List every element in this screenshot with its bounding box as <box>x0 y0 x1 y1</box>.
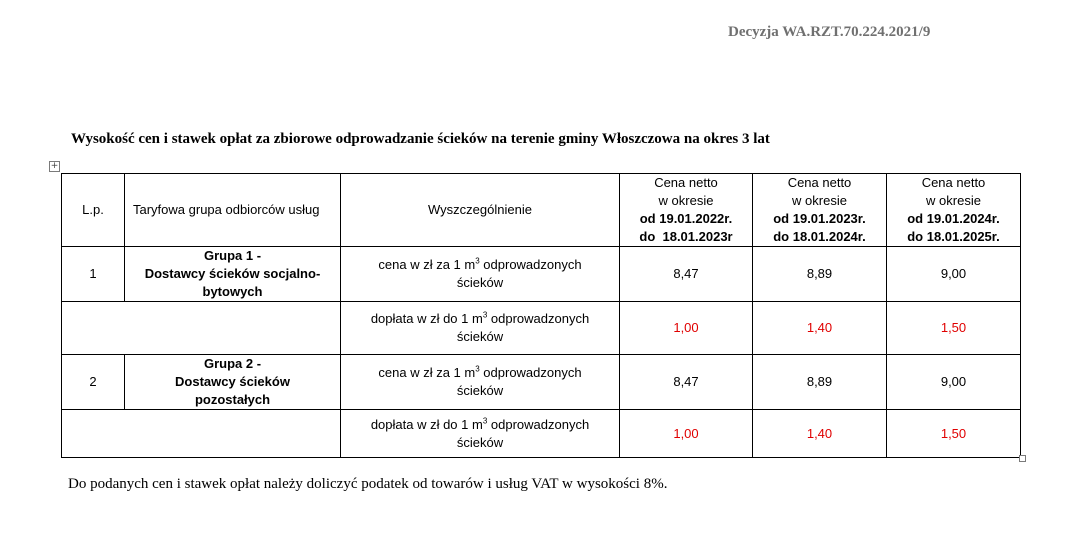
column-header-spec: Wyszczególnienie <box>341 174 620 247</box>
price-label <box>341 355 620 410</box>
resize-handle-icon[interactable] <box>1019 455 1026 462</box>
period-1-line-4: do 18.01.2023r <box>639 229 733 244</box>
period-1-line-1: Cena netto <box>654 175 718 190</box>
move-cross-icon[interactable]: + <box>50 161 59 171</box>
tariff-table <box>61 173 1021 458</box>
price-value: 8,89 <box>753 355 887 410</box>
table-header-row <box>62 174 1021 247</box>
table-row <box>62 355 1021 410</box>
table-row <box>62 247 1021 302</box>
column-header-period-3 <box>887 174 1021 247</box>
group-name-line-2: Dostawcy ścieków <box>175 374 290 389</box>
surcharge-label-line-2: ścieków <box>456 329 504 344</box>
price-label-line-2: ścieków <box>456 275 504 290</box>
period-2-line-4: do 18.01.2024r. <box>773 229 866 244</box>
column-header-group: Taryfowa grupa odbiorców usług <box>125 174 341 247</box>
group-name-line-3: bytowych <box>202 284 263 299</box>
group-name <box>125 355 341 410</box>
price-label-text-b: odprowadzonych <box>479 365 582 380</box>
cubic-superscript: 3 <box>475 256 480 266</box>
surcharge-value: 1,40 <box>753 410 887 458</box>
surcharge-value: 1,40 <box>753 302 887 355</box>
price-value: 8,89 <box>753 247 887 302</box>
cubic-superscript: 3 <box>475 364 480 374</box>
decision-reference: Decyzja WA.RZT.70.224.2021/9 <box>728 24 931 40</box>
column-header-period-2 <box>753 174 887 247</box>
surcharge-value: 1,00 <box>620 302 753 355</box>
row-lp: 1 <box>62 247 125 302</box>
surcharge-label-line-2: ścieków <box>456 434 504 450</box>
row-lp: 2 <box>62 355 125 410</box>
empty-cell <box>62 410 341 458</box>
column-header-lp: L.p. <box>62 174 125 247</box>
price-label-line-2: ścieków <box>456 383 504 398</box>
period-2-line-2: w okresie <box>792 193 847 208</box>
price-value: 8,47 <box>620 355 753 410</box>
group-name-line-2: Dostawcy ścieków socjalno- <box>144 266 321 281</box>
table-row <box>62 302 1021 355</box>
price-label <box>341 247 620 302</box>
period-3-line-1: Cena netto <box>921 175 986 190</box>
document-title: Wysokość cen i stawek opłat za zbiorowe odprowadzanie ścieków na terenie gminy Włoszczowa na okres 3 lat <box>71 131 770 147</box>
surcharge-label-text: dopłata w zł do 1 m <box>370 311 483 326</box>
price-label-text: cena w zł za 1 m <box>378 257 476 272</box>
period-2-line-1: Cena netto <box>787 175 852 190</box>
vat-note: Do podanych cen i stawek opłat należy doliczyć podatek od towarów i usług VAT w wysokości 8%. <box>68 476 668 492</box>
table-row <box>62 410 1021 458</box>
group-name-line-1: Grupa 2 - <box>203 356 262 371</box>
empty-cell <box>62 302 341 355</box>
surcharge-value: 1,50 <box>887 410 1021 458</box>
period-3-line-4: do 18.01.2025r. <box>907 229 1000 244</box>
group-name-line-1: Grupa 1 - <box>203 248 262 263</box>
period-2-line-3: od 19.01.2023r. <box>773 211 866 226</box>
price-value: 9,00 <box>887 355 1021 410</box>
cubic-superscript: 3 <box>482 310 488 320</box>
surcharge-value: 1,50 <box>887 302 1021 355</box>
period-3-line-3: od 19.01.2024r. <box>907 211 1000 226</box>
price-value: 9,00 <box>887 247 1021 302</box>
surcharge-value: 1,00 <box>620 410 753 458</box>
price-label-text-b: odprowadzonych <box>479 257 582 272</box>
period-1-line-3: od 19.01.2022r. <box>639 211 733 226</box>
group-name-line-3: pozostałych <box>194 392 271 407</box>
cubic-superscript: 3 <box>482 416 488 426</box>
column-header-period-1 <box>620 174 753 247</box>
surcharge-label-text: dopłata w zł do 1 m <box>370 416 483 432</box>
surcharge-label <box>341 410 620 458</box>
surcharge-label-text-b: odprowadzonych <box>487 311 590 326</box>
surcharge-label <box>341 302 620 355</box>
price-value: 8,47 <box>620 247 753 302</box>
period-3-line-2: w okresie <box>926 193 981 208</box>
price-label-text: cena w zł za 1 m <box>378 365 476 380</box>
group-name <box>125 247 341 302</box>
period-1-line-2: w okresie <box>658 193 714 208</box>
surcharge-label-text-b: odprowadzonych <box>487 416 590 432</box>
